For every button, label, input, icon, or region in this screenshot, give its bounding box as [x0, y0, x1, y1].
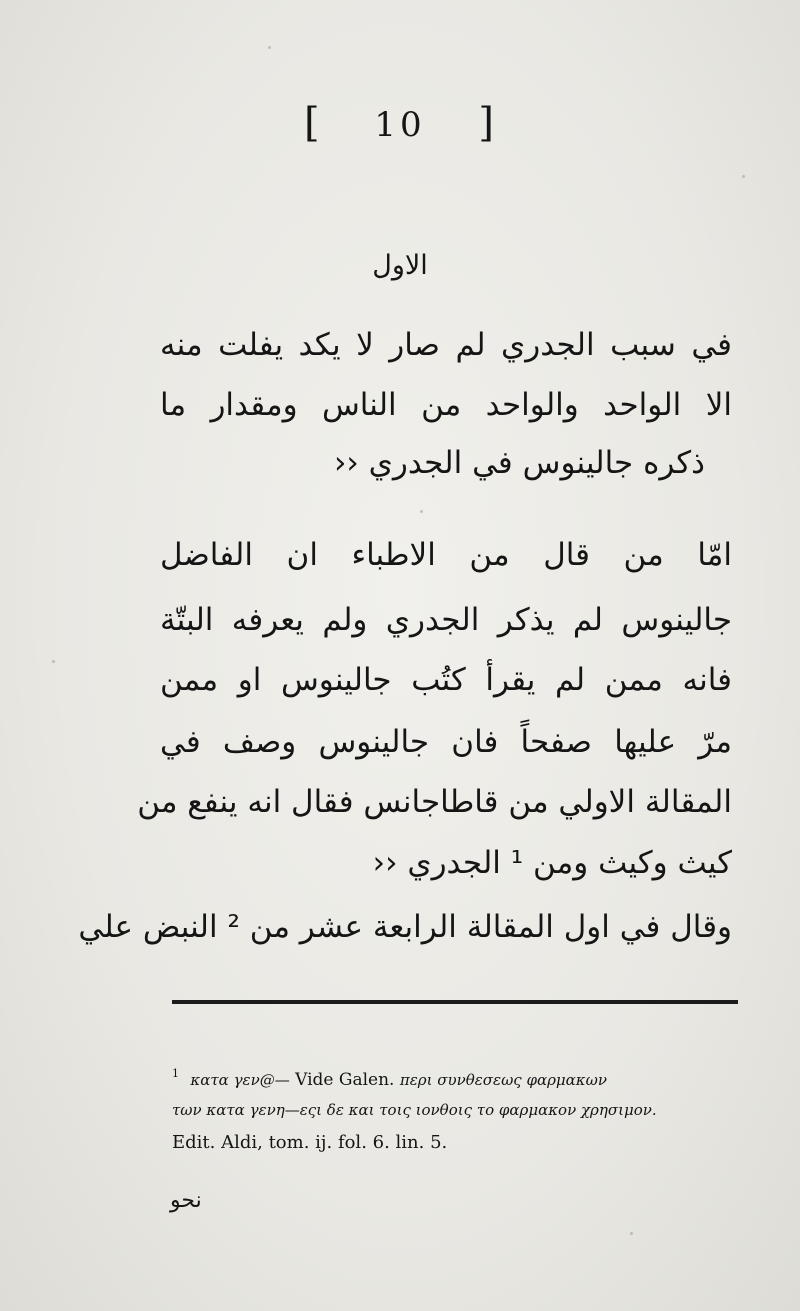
- open-bracket: [: [304, 100, 322, 146]
- footnote-greek: κατα γεν@—: [190, 1071, 290, 1089]
- footnote-line: [172, 1102, 744, 1119]
- text-line: كيث وكيث ومن ¹ الجدري ‹‹: [372, 845, 732, 881]
- footnote-greek: περι συνθεσεως φαρμακων: [399, 1071, 607, 1089]
- catchword: نحو: [170, 1188, 202, 1213]
- footnote-marker: 1: [172, 1067, 179, 1080]
- text-line: المقالة الاولي من قاطاجانس فقال انه ينفع من: [137, 784, 732, 820]
- text-line: فانه ممن لم يقرأ كتُب جالينوس او ممن: [160, 662, 732, 698]
- paper-speck: [420, 510, 423, 513]
- text-line: ذكره جالينوس في الجدري ‹‹: [334, 445, 705, 481]
- paper-speck: [742, 175, 745, 178]
- footnote-line: Edit. Aldi, tom. ij. fol. 6. lin. 5.: [172, 1132, 448, 1153]
- footnote-rule: [172, 1000, 738, 1004]
- text-line: امّا من قال من الاطباء ان الفاضل: [160, 537, 732, 573]
- text-line: في سبب الجدري لم صار لا يكد يفلت منه: [160, 327, 732, 363]
- text-line: مرّ عليها صفحاً فان جالينوس وصف في: [160, 724, 732, 760]
- footnote-text: Vide Galen.: [295, 1070, 395, 1090]
- paper-speck: [52, 660, 55, 663]
- close-bracket: ]: [478, 100, 496, 146]
- footnote-greek: των κατα γενη—εςι δε και τοις ιονθοις το φαρμακον χρησιμον.: [172, 1101, 657, 1119]
- paper-speck: [268, 46, 271, 49]
- footnote-line: [172, 1068, 744, 1089]
- text-line: الا الواحد والواحد من الناس ومقدار ما: [160, 387, 732, 423]
- text-line: وقال في اول المقالة الرابعة عشر من ² النبض علي: [78, 909, 732, 945]
- text-line: جالينوس لم يذكر الجدري ولم يعرفه البتّة: [160, 602, 732, 638]
- page-number: 10: [374, 105, 426, 145]
- page-header: [0, 100, 800, 146]
- paper-speck: [630, 1232, 633, 1235]
- chapter-heading: الاول: [372, 250, 428, 281]
